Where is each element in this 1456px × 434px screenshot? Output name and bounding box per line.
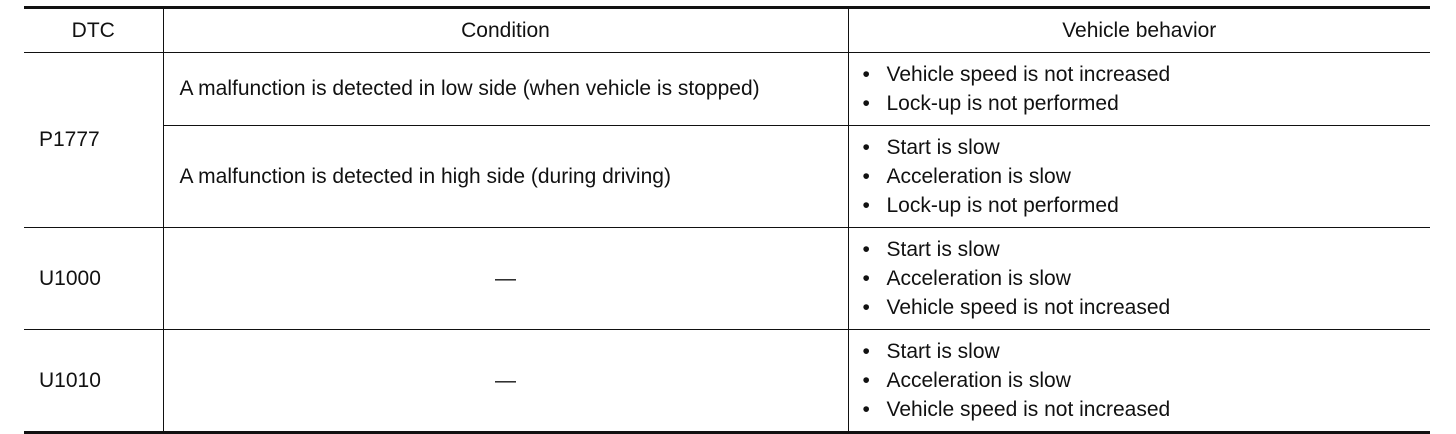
bullet-icon: • xyxy=(862,267,870,290)
behavior-list xyxy=(863,235,1431,322)
table-row xyxy=(24,228,1430,330)
behavior-text: Start is slow xyxy=(886,136,1000,159)
condition-cell: — xyxy=(163,228,848,330)
list-item xyxy=(863,133,1431,162)
behavior-cell xyxy=(848,330,1430,433)
behavior-list xyxy=(863,133,1431,220)
behavior-text: Acceleration is slow xyxy=(886,267,1071,290)
list-item xyxy=(863,395,1431,424)
header-row xyxy=(24,8,1430,53)
behavior-cell xyxy=(848,126,1430,228)
behavior-text: Start is slow xyxy=(886,340,1000,363)
condition-cell: A malfunction is detected in low side (when vehicle is stopped) xyxy=(163,53,848,126)
bullet-icon: • xyxy=(862,194,870,217)
table-row xyxy=(24,126,1430,228)
dtc-code: U1010 xyxy=(24,330,163,433)
bullet-icon: • xyxy=(862,136,870,159)
header-vehicle-behavior: Vehicle behavior xyxy=(848,8,1430,53)
behavior-list xyxy=(863,337,1431,424)
list-item xyxy=(863,293,1431,322)
table-row xyxy=(24,53,1430,126)
table-row xyxy=(24,330,1430,433)
list-item xyxy=(863,60,1431,89)
list-item xyxy=(863,337,1431,366)
header-condition: Condition xyxy=(163,8,848,53)
list-item xyxy=(863,264,1431,293)
bullet-icon: • xyxy=(862,340,870,363)
dtc-code: U1000 xyxy=(24,228,163,330)
bullet-icon: • xyxy=(862,369,870,392)
bullet-icon: • xyxy=(862,296,870,319)
behavior-cell xyxy=(848,53,1430,126)
bullet-icon: • xyxy=(862,398,870,421)
header-dtc: DTC xyxy=(24,8,163,53)
list-item xyxy=(863,89,1431,118)
bullet-icon: • xyxy=(862,165,870,188)
condition-cell: — xyxy=(163,330,848,433)
dtc-code: P1777 xyxy=(39,128,100,151)
behavior-text: Vehicle speed is not increased xyxy=(886,398,1171,421)
condition-cell: A malfunction is detected in high side (during driving) xyxy=(163,126,848,228)
behavior-text: Vehicle speed is not increased xyxy=(886,296,1171,319)
list-item xyxy=(863,366,1431,395)
behavior-text: Lock-up is not performed xyxy=(886,92,1119,115)
bullet-icon: • xyxy=(862,238,870,261)
bullet-icon: • xyxy=(862,63,870,86)
behavior-list xyxy=(863,60,1431,118)
behavior-text: Lock-up is not performed xyxy=(886,194,1119,217)
list-item xyxy=(863,191,1431,220)
behavior-text: Acceleration is slow xyxy=(886,165,1071,188)
behavior-text: Vehicle speed is not increased xyxy=(886,63,1171,86)
behavior-text: Start is slow xyxy=(886,238,1000,261)
dtc-table xyxy=(24,6,1430,434)
list-item xyxy=(863,235,1431,264)
behavior-cell xyxy=(848,228,1430,330)
bullet-icon: • xyxy=(862,92,870,115)
behavior-text: Acceleration is slow xyxy=(886,369,1071,392)
list-item xyxy=(863,162,1431,191)
